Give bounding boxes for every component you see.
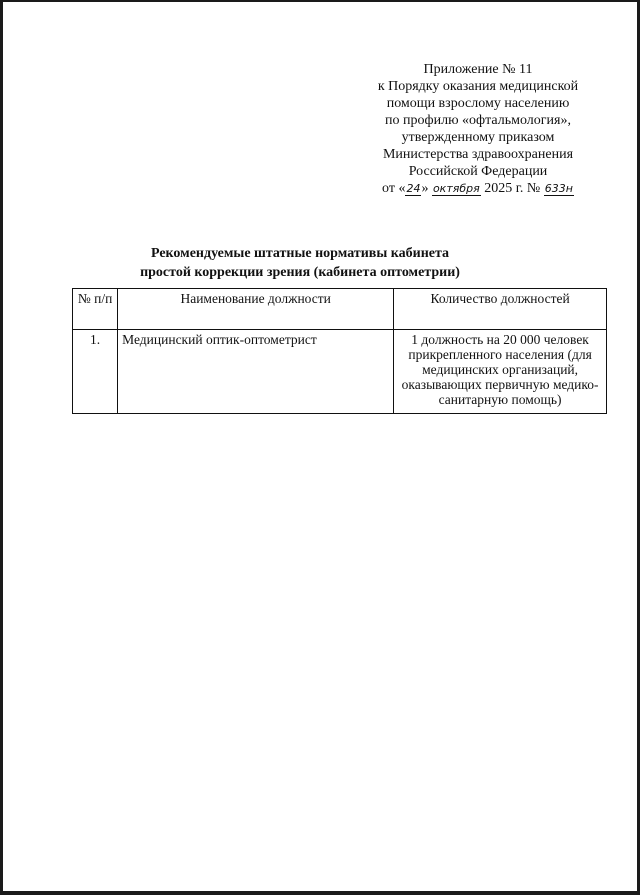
date-mid: » bbox=[421, 181, 429, 196]
appendix-number: Приложение № 11 bbox=[423, 62, 533, 77]
header-line: Министерства здравоохранения bbox=[382, 147, 574, 162]
header-line: к Порядку оказания медицинской bbox=[377, 79, 579, 94]
handwritten-day: 24 bbox=[406, 182, 421, 195]
table-header-row bbox=[73, 289, 607, 330]
scan-border-top bbox=[0, 0, 640, 2]
header-line: по профилю «офтальмология», bbox=[385, 113, 571, 128]
scan-border-bottom bbox=[0, 891, 640, 895]
title-line: Рекомендуемые штатные нормативы кабинета bbox=[150, 246, 450, 261]
date-year: 2025 г. № bbox=[484, 181, 541, 196]
position-name: Медицинский оптик-оптометрист bbox=[118, 330, 394, 414]
staffing-table bbox=[72, 288, 607, 414]
handwritten-month: октября bbox=[432, 182, 480, 195]
header-line: помощи взрослому населению bbox=[386, 96, 570, 111]
date-prefix: от « bbox=[382, 181, 406, 196]
row-number: 1. bbox=[73, 330, 118, 414]
scan-border-left bbox=[0, 0, 3, 895]
header-position: Наименование должности bbox=[118, 289, 394, 330]
appendix-header bbox=[360, 61, 596, 197]
header-quantity: Количество должностей bbox=[394, 289, 607, 330]
handwritten-order-number: 633н bbox=[544, 182, 573, 195]
position-quantity: 1 должность на 20 000 человек прикрепленного населения (для медицинских организаций, оказывающих первичную медико-санитарную помощь) bbox=[394, 330, 607, 414]
title-line: простой коррекции зрения (кабинета оптометрии) bbox=[140, 265, 460, 280]
order-date-line bbox=[360, 180, 596, 197]
header-number: № п/п bbox=[73, 289, 118, 330]
header-line: утвержденному приказом bbox=[401, 130, 555, 145]
table-row bbox=[73, 330, 607, 414]
document-title bbox=[80, 244, 520, 282]
header-line: Российской Федерации bbox=[408, 164, 548, 179]
